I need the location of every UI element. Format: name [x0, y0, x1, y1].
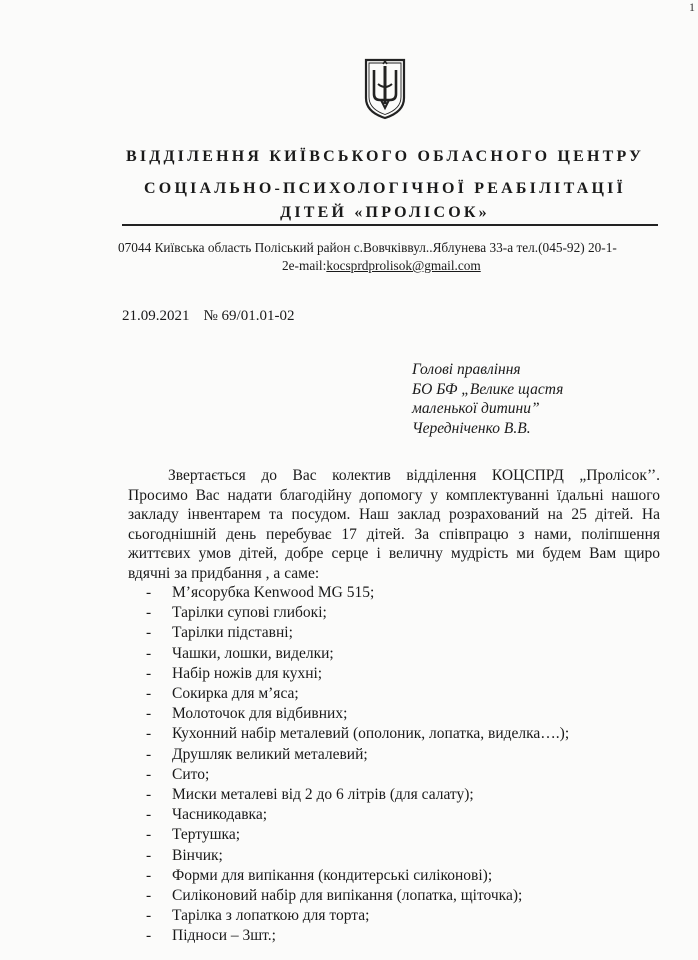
list-item: - Силіконовий набір для випікання (лопатка, щіточка);: [146, 886, 569, 906]
list-item: - Вінчик;: [146, 846, 569, 866]
contacts-email-line: [282, 258, 481, 274]
contacts-email-prefix: 2e-mail:: [282, 258, 327, 273]
recipient-line: БО БФ „Велике щастя: [412, 380, 564, 398]
list-item: - Набір ножів для кухні;: [146, 664, 569, 684]
email-link[interactable]: kocsprdprolisok@gmail.com: [326, 258, 481, 273]
header-divider: [122, 224, 658, 226]
trident-coat-of-arms-icon: [363, 58, 407, 120]
list-item: - Друшляк великий металевий;: [146, 745, 569, 765]
list-item: - Тарілка з лопаткою для торта;: [146, 906, 569, 926]
list-item: - Форми для випікання (кондитерські силіконові);: [146, 866, 569, 886]
body-line: Звертається до Вас колектив відділення КОЦСПРД „Пролісок’’.: [168, 467, 660, 484]
body-line: вдячні за придбання , а саме:: [128, 564, 320, 582]
recipient-line: Голові правління: [412, 361, 521, 378]
list-item: - Сокирка для м’яса;: [146, 684, 569, 704]
body-line: життєвих умов дітей, добре серце і величну мудрість ми будем Вам щиро: [128, 545, 660, 562]
recipient-line: Чередніченко В.В.: [412, 419, 531, 437]
list-item: - М’ясорубка Kenwood MG 515;: [146, 583, 569, 603]
list-item: - Тарілки підставні;: [146, 623, 569, 643]
org-name-line-3: ДІТЕЙ «ПРОЛІСОК»: [280, 204, 490, 221]
list-item: - Тертушка;: [146, 825, 569, 845]
recipient-block: [412, 360, 563, 438]
org-name-line-2: СОЦІАЛЬНО-ПСИХОЛОГІЧНОЇ РЕАБІЛІТАЦІЇ: [144, 180, 626, 197]
registration-line: [122, 308, 294, 325]
list-item: - Сито;: [146, 765, 569, 785]
requested-items-list: [146, 583, 569, 947]
body-line: сьогоднішній день перебуває 17 дітей. За співпрацю з нами, поліпшення: [128, 525, 660, 543]
letter-body: [128, 466, 660, 583]
body-line: Просимо Вас надати благодійну допомогу у комплектуванні їдальні нашого: [128, 486, 660, 504]
org-name-line-1: ВІДДІЛЕННЯ КИЇВСЬКОГО ОБЛАСНОГО ЦЕНТРУ: [125, 148, 645, 165]
contacts-address: 07044 Київська область Поліський район с.Вовчківвул..Яблунева 33-а тел.(045-92) 20-1-: [118, 240, 617, 255]
list-item: - Кухонний набір металевий (ополоник, лопатка, виделка….);: [146, 724, 569, 744]
letter-number: № 69/01.01-02: [203, 308, 295, 324]
list-item: - Підноси – 3шт.;: [146, 926, 569, 946]
list-item: - Молоточок для відбивних;: [146, 704, 569, 724]
body-line: закладу інвентарем та посудом. Наш заклад розрахований на 25 дітей. На: [128, 506, 660, 523]
letter-date: 21.09.2021: [122, 308, 190, 324]
list-item: - Тарілки супові глибокі;: [146, 603, 569, 623]
recipient-line: маленької дитини”: [412, 400, 540, 417]
page-corner-mark: 1: [689, 0, 695, 14]
list-item: - Миски металеві від 2 до 6 літрів (для салату);: [146, 785, 569, 805]
list-item: - Часникодавка;: [146, 805, 569, 825]
list-item: - Чашки, лошки, виделки;: [146, 644, 569, 664]
